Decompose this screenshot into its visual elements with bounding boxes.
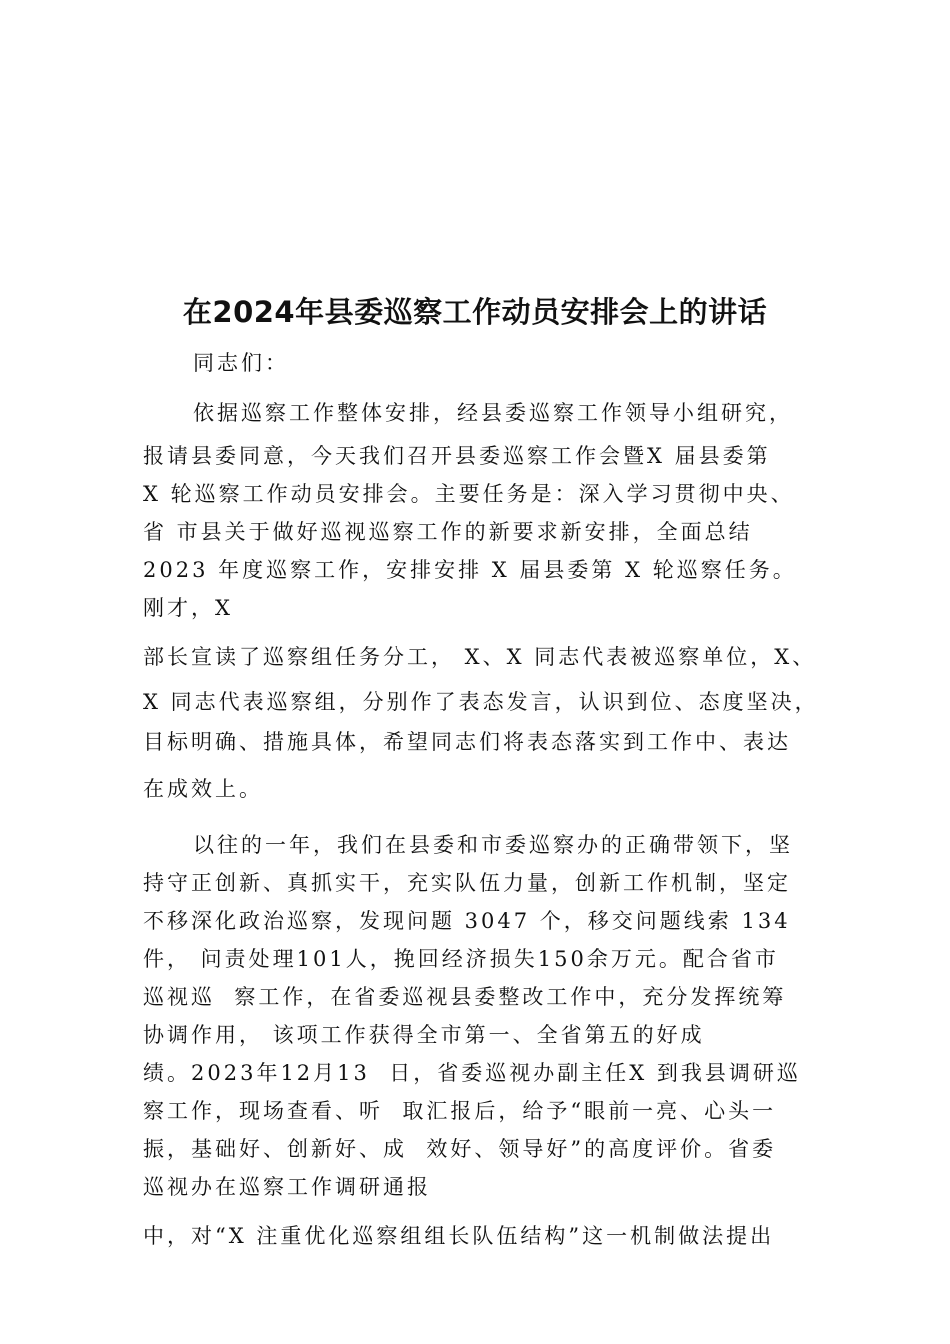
paragraph-line: 依据巡察工作整体安排，经县委巡察工作领导小组研究， xyxy=(193,401,793,425)
paragraph-line: X 轮巡察工作动员安排会。主要任务是：深入学习贯彻中央、 xyxy=(143,482,795,506)
paragraph-line: 中，对“X 注重优化巡察组组长队伍结构”这一机制做法提出 xyxy=(143,1224,775,1248)
paragraph-line: 省 市县关于做好巡视巡察工作的新要求新安排，全面总结 xyxy=(143,520,753,544)
paragraph-line: 部长宣读了巡察组任务分工， X、X 同志代表被巡察单位，X、 xyxy=(143,645,817,669)
paragraph-line: 振，基础好、创新好、成 效好、领导好”的高度评价。省委 xyxy=(143,1137,777,1161)
paragraph-line: 2023 年度巡察工作，安排安排 X 届县委第 X 轮巡察任务。 xyxy=(143,558,797,582)
paragraph-line: 协调作用， 该项工作获得全市第一、全省第五的好成 xyxy=(143,1023,705,1047)
paragraph-line: 不移深化政治巡察，发现问题 3047 个，移交问题线索 134 xyxy=(143,909,791,933)
paragraph-line: 刚才，X xyxy=(143,596,233,620)
paragraph-line: 以往的一年，我们在县委和市委巡察办的正确带领下，坚 xyxy=(193,833,793,857)
paragraph-line: 目标明确、措施具体，希望同志们将表态落实到工作中、表达 xyxy=(143,730,791,754)
paragraph-line: X 同志代表巡察组，分别作了表态发言，认识到位、态度坚决， xyxy=(143,690,819,714)
paragraph-line: 持守正创新、真抓实干，充实队伍力量，创新工作机制，坚定 xyxy=(143,871,791,895)
paragraph-line: 报请县委同意，今天我们召开县委巡察工作会暨X 届县委第 xyxy=(143,444,771,468)
document-title: 在2024年县委巡察工作动员安排会上的讲话 xyxy=(182,295,768,329)
paragraph-line: 巡视巡 察工作，在省委巡视县委整改工作中，充分发挥统筹 xyxy=(143,985,787,1009)
paragraph-line: 在成效上。 xyxy=(143,777,263,801)
paragraph-line: 巡视办在巡察工作调研通报 xyxy=(143,1175,431,1199)
salutation: 同志们： xyxy=(193,351,289,375)
paragraph-line: 察工作，现场查看、听 取汇报后，给予“眼前一亮、心头一 xyxy=(143,1099,777,1123)
paragraph-line: 件， 问责处理101人，挽回经济损失150余万元。配合省市 xyxy=(143,947,779,971)
paragraph-line: 绩。2023年12月13 日，省委巡视办副主任X 到我县调研巡 xyxy=(143,1061,801,1085)
